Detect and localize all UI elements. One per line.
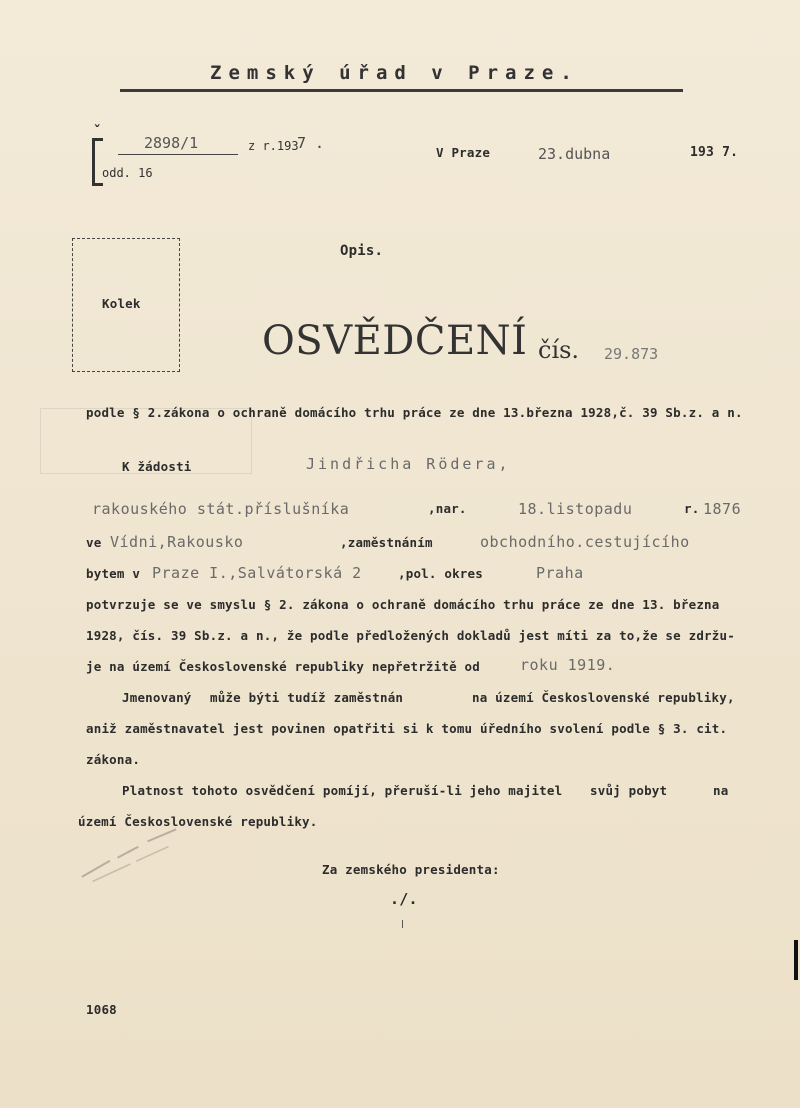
born-label: ,nar. bbox=[428, 501, 467, 516]
issue-place: V Praze bbox=[436, 145, 491, 160]
binder-edge-mark bbox=[794, 940, 798, 980]
certificate-number: 29.873 bbox=[604, 345, 659, 363]
validity-pobyt: svůj pobyt bbox=[590, 783, 668, 798]
employer-line: aniž zaměstnavatel jest povinen opatřiti si k tomu úředního svolení podle § 3. cit. bbox=[86, 721, 728, 736]
law-end: zákona. bbox=[86, 752, 141, 767]
occupation: obchodního.cestujícího bbox=[480, 533, 690, 551]
confirm-line-3: je na území Československé republiky nepřetržitě od bbox=[86, 659, 481, 674]
validity-line-1: Platnost tohoto osvědčení pomíjí, přeruší-li jeho majitel bbox=[122, 783, 563, 798]
reference-hacek: ˇ bbox=[93, 124, 102, 140]
copy-label: Opis. bbox=[340, 243, 384, 259]
birth-place: Vídni,Rakousko bbox=[110, 533, 244, 551]
margin-tick bbox=[402, 920, 403, 928]
certificate-cis-label: čís. bbox=[538, 336, 580, 364]
reference-number: 2898/1 bbox=[144, 134, 199, 152]
since-year: roku 1919. bbox=[520, 656, 616, 674]
named-label: Jmenovaný bbox=[122, 690, 192, 705]
district: Praha bbox=[536, 564, 584, 582]
birth-year-label: r. bbox=[684, 501, 700, 516]
confirm-line-2: 1928, čís. 39 Sb.z. a n., že podle předložených dokladů jest míti za to,že se zdržu- bbox=[86, 628, 735, 643]
reference-year-label: z r.193 bbox=[248, 139, 299, 153]
applicant-citizenship: rakouského stát.příslušníka bbox=[92, 500, 350, 518]
district-label: ,pol. okres bbox=[398, 566, 483, 581]
residence-label: bytem v bbox=[86, 566, 141, 581]
issue-date: 23.dubna bbox=[538, 145, 611, 163]
occupation-label: ,zaměstnáním bbox=[340, 535, 433, 550]
applicant-name: Jindřicha Rödera, bbox=[306, 455, 511, 473]
department-label: odd. 16 bbox=[102, 166, 153, 180]
signature-mark: ./. bbox=[390, 890, 418, 908]
validity-na: na bbox=[713, 783, 729, 798]
office-heading: Zemský úřad v Praze. bbox=[210, 62, 579, 84]
signature-for-label: Za zemského presidenta: bbox=[322, 862, 500, 877]
place-prefix: ve bbox=[86, 535, 102, 550]
birth-year: 1876 bbox=[703, 500, 742, 518]
residence-address: Praze I.,Salvátorská 2 bbox=[152, 564, 362, 582]
stamp-box-label: Kolek bbox=[102, 296, 141, 311]
named-employable: může býti tudíž zaměstnán bbox=[210, 690, 404, 705]
confirm-line-1: potvrzuje se ve smyslu § 2. zákona o ochraně domácího trhu práce ze dne 13. března bbox=[86, 597, 720, 612]
request-label: K žádosti bbox=[122, 459, 192, 474]
validity-line-2: území Československé republiky. bbox=[78, 814, 318, 829]
certificate-title: OSVĚDČENÍ bbox=[262, 318, 528, 364]
named-territory: na území Československé republiky, bbox=[472, 690, 735, 705]
header-rule bbox=[120, 89, 683, 92]
reference-underline bbox=[118, 154, 238, 155]
legal-basis-line: podle § 2.zákona o ochraně domácího trhu práce ze dne 13.března 1928,č. 39 Sb.z. a n. bbox=[86, 405, 743, 420]
issue-year: 193 7. bbox=[690, 145, 739, 160]
reference-year-suffix: 7 . bbox=[297, 134, 325, 152]
footer-code: 1068 bbox=[86, 1002, 117, 1017]
faint-rotated-stamp bbox=[66, 822, 193, 898]
birth-date: 18.listopadu bbox=[518, 500, 633, 518]
